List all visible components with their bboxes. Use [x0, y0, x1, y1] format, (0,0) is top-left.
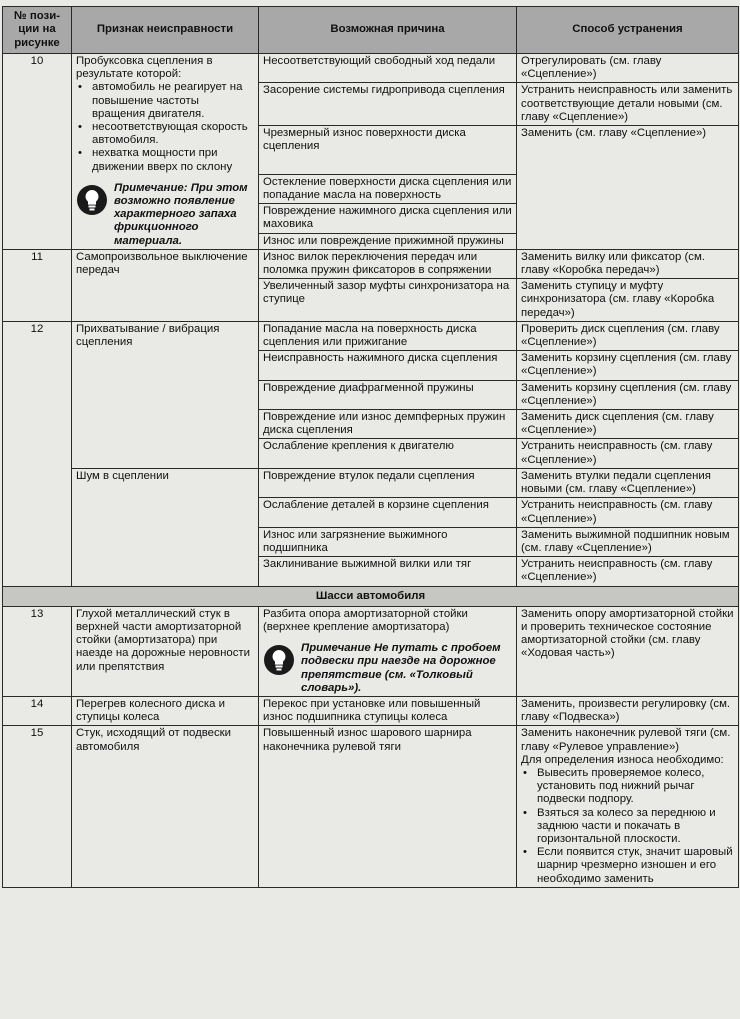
- cause-text: Разбита опора амортизаторной стойки (верхнее крепление амортизатора): [263, 607, 468, 633]
- remedy-cell: Заменить (см. главу «Сцепление»): [517, 126, 739, 250]
- row-number: 10: [3, 54, 72, 250]
- table-row: [3, 321, 739, 350]
- cause-cell: Чрезмерный износ поверхности диска сцепления: [259, 126, 517, 175]
- remedy-intro: Для определения износа необходимо:: [521, 753, 724, 766]
- remedy-steps: [521, 767, 734, 886]
- header-position: № пози-ции на рисунке: [3, 7, 72, 54]
- table-row: [3, 606, 739, 696]
- cause-cell: Повреждение втулок педали сцепления: [259, 468, 517, 497]
- cause-cell: [259, 606, 517, 696]
- symptom-cell: [72, 54, 259, 250]
- cause-cell: Увеличенный зазор муфты синхронизатора на ступице: [259, 279, 517, 322]
- attention-lightbulb-icon: [76, 184, 108, 216]
- cause-cell: Ослабление крепления к двигателю: [259, 439, 517, 468]
- cause-cell: Несоответствующий свободный ход педали: [259, 54, 517, 83]
- cause-cell: Заклинивание выжимной вилки или тяг: [259, 557, 517, 586]
- symptom-cell: Прихватывание / вибрация сцепления: [72, 321, 259, 468]
- cause-cell: Неисправность нажимного диска сцепления: [259, 351, 517, 380]
- attention-lightbulb-icon: [263, 644, 295, 676]
- cause-cell: Износ или загрязнение выжимного подшипника: [259, 527, 517, 556]
- remedy-cell: Заменить опору амортизаторной стойки и проверить техническое состояние амортизаторной стойки (см. главу «Ходовая часть»): [517, 606, 739, 696]
- header-remedy: Способ устранения: [517, 7, 739, 54]
- list-item: • автомобиль не реагирует на повышение частоты вращения двигателя.: [76, 81, 254, 121]
- cause-cell: Повреждение нажимного диска сцепления или маховика: [259, 204, 517, 233]
- remedy-cell: Заменить корзину сцепления (см. главу «Сцепление»): [517, 380, 739, 409]
- remedy-cell: Отрегулировать (см. главу «Сцепление»): [517, 54, 739, 83]
- cause-cell: Перекос при установке или повышенный износ подшипника ступицы колеса: [259, 696, 517, 725]
- section-title: Шасси автомобиля: [3, 586, 739, 606]
- remedy-cell: Заменить выжимной подшипник новым (см. главу «Сцепление»): [517, 527, 739, 556]
- header-symptom: Признак неисправности: [72, 7, 259, 54]
- troubleshooting-table: [2, 6, 739, 888]
- table-header-row: [3, 7, 739, 54]
- remedy-cell: Устранить неисправность (см. главу «Сцепление»): [517, 439, 739, 468]
- symptom-text: Пробуксовка сцепления в результате которой:: [76, 55, 213, 81]
- remedy-cell: Заменить диск сцепления (см. главу «Сцепление»): [517, 410, 739, 439]
- symptom-cell: Перегрев колесного диска и ступицы колеса: [72, 696, 259, 725]
- cause-cell: Засорение системы гидропривода сцепления: [259, 83, 517, 126]
- symptom-cell: Глухой металлический стук в верхней части амортизаторной стойки (амортизатора) при наезде на дорожные неровности или препятствия: [72, 606, 259, 696]
- section-row: [3, 586, 739, 606]
- cause-cell: Износ вилок переключения передач или поломка пружин фиксаторов в сопряжении: [259, 249, 517, 278]
- remedy-cell: Заменить ступицу и муфту синхронизатора (см. главу «Коробка передач»): [517, 279, 739, 322]
- remedy-cell: Устранить неисправность или заменить соответствующие детали новыми (см. главу «Сцепление»): [517, 83, 739, 126]
- table-row: [3, 54, 739, 83]
- row-number: 11: [3, 249, 72, 321]
- cause-cell: Повреждение диафрагменной пружины: [259, 380, 517, 409]
- cause-cell: Повышенный износ шарового шарнира наконечника рулевой тяги: [259, 726, 517, 887]
- note-block: [263, 642, 512, 695]
- remedy-text: Заменить наконечник рулевой тяги (см. главу «Рулевое управление»): [521, 727, 731, 753]
- note-text: Примечание: При этом возможно появление характерного запаха фрикционного материала.: [114, 181, 248, 247]
- list-item: • нехватка мощности при движении вверх по склону: [76, 147, 254, 173]
- row-number: 12: [3, 321, 72, 586]
- remedy-cell: Заменить корзину сцепления (см. главу «Сцепление»): [517, 351, 739, 380]
- table-row: [3, 468, 739, 497]
- cause-cell: Повреждение или износ демпферных пружин диска сцепления: [259, 410, 517, 439]
- cause-cell: Износ или повреждение прижимной пружины: [259, 233, 517, 249]
- cause-cell: Ослабление деталей в корзине сцепления: [259, 498, 517, 527]
- symptom-cell: Стук, исходящий от подвески автомобиля: [72, 726, 259, 887]
- row-number: 15: [3, 726, 72, 887]
- list-item: • Взяться за колесо за переднюю и заднюю части и покачать в горизонтальной плоскости.: [521, 807, 734, 847]
- note-text: Примечание Не путать с пробоем подвески при наезде на дорожное препятствие (см. «Толковый словарь»).: [301, 642, 501, 694]
- row-number: 14: [3, 696, 72, 725]
- remedy-cell: [517, 726, 739, 887]
- remedy-cell: Заменить втулки педали сцепления новыми (см. главу «Сцепление»): [517, 468, 739, 497]
- note-block: [76, 182, 254, 248]
- symptom-list: [76, 81, 254, 173]
- table-row: [3, 696, 739, 725]
- list-item: • Если появится стук, значит шаровый шарнир чрезмерно изношен и его необходимо заменить: [521, 846, 734, 886]
- list-item: • несоответствующая скорость автомобиля.: [76, 121, 254, 147]
- remedy-cell: Устранить неисправность (см. главу «Сцепление»): [517, 557, 739, 586]
- cause-cell: Попадание масла на поверхность диска сцепления или прижигание: [259, 321, 517, 350]
- symptom-cell: Шум в сцеплении: [72, 468, 259, 586]
- header-cause: Возможная причина: [259, 7, 517, 54]
- remedy-cell: Устранить неисправность (см. главу «Сцепление»): [517, 498, 739, 527]
- remedy-cell: Заменить, произвести регулировку (см. главу «Подвеска»): [517, 696, 739, 725]
- remedy-cell: Проверить диск сцепления (см. главу «Сцепление»): [517, 321, 739, 350]
- cause-cell: Остекление поверхности диска сцепления или попадание масла на поверхность: [259, 174, 517, 203]
- row-number: 13: [3, 606, 72, 696]
- table-row: [3, 726, 739, 887]
- table-row: [3, 249, 739, 278]
- remedy-cell: Заменить вилку или фиксатор (см. главу «Коробка передач»): [517, 249, 739, 278]
- list-item: • Вывесить проверяемое колесо, установить под нижний рычаг подвески подпору.: [521, 767, 734, 807]
- symptom-cell: Самопроизвольное выключение передач: [72, 249, 259, 321]
